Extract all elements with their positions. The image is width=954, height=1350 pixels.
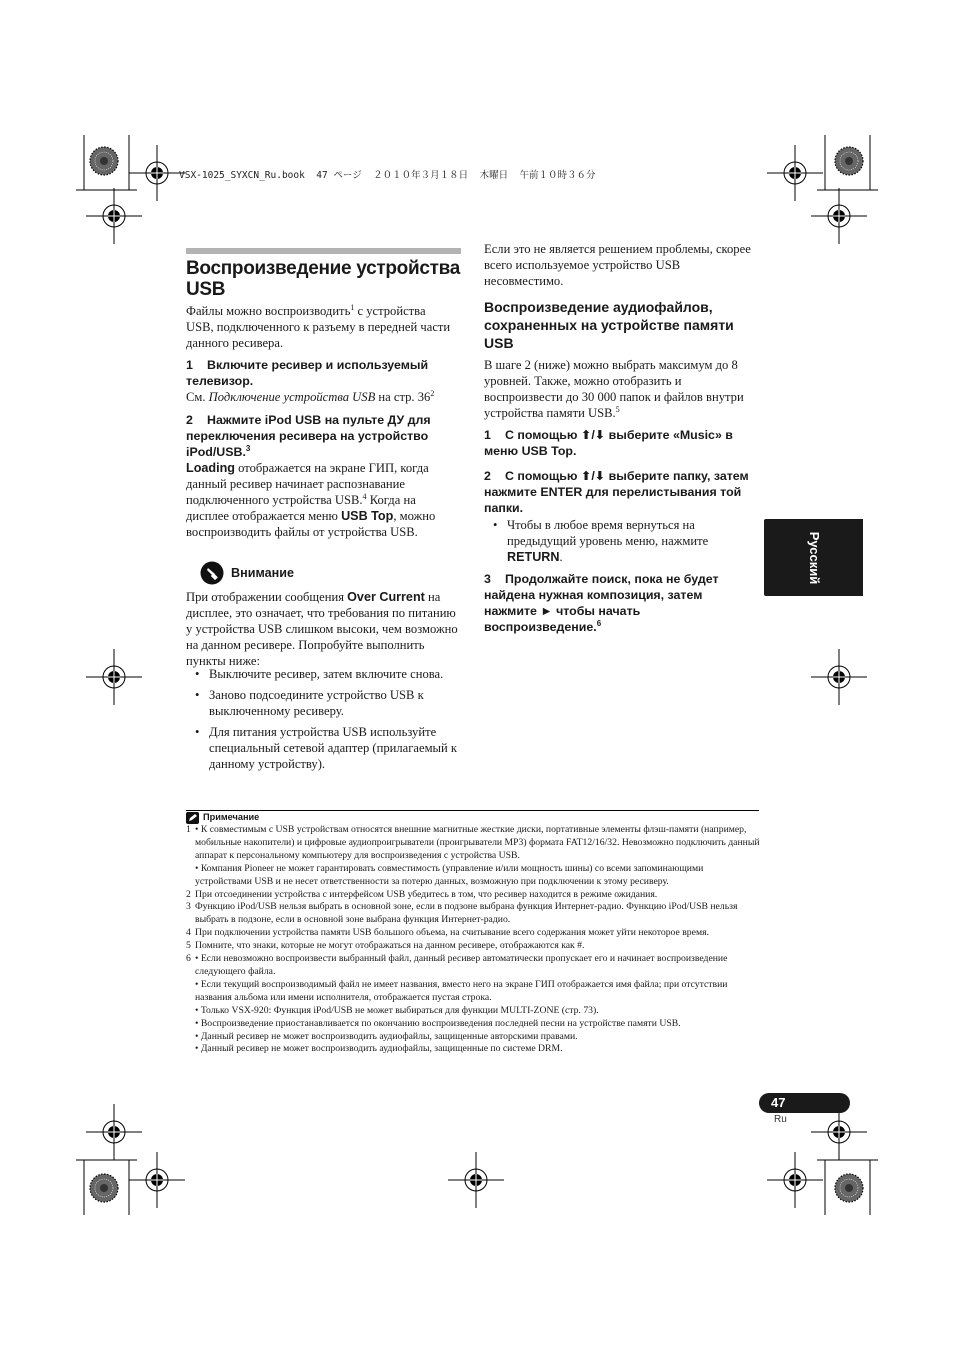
right-intro-paragraph: В шаге 2 (ниже) можно выбрать максимум до 8 уровней. Также, можно отобразить и воспроизвести до 30 000 папок и файлов внутри устройства памяти USB.$^5$ [484,358,744,420]
right-step-1-heading: 1 С помощью ⬆/⬇ выберите «Music» в меню USB Top. [484,428,733,458]
up-down-arrows-icon: ⬆/⬇ [580,428,606,442]
bullet-item: • Для питания устройства USB используйте специальный сетевой адаптер (прилагаемый к данному устройству). [186,724,461,772]
footnote-1: 1 • К совместимым с USB устройствам относятся внешние магнитные жесткие диски, портативные элементы флэш-памяти (например, мобильные накопители) и цифровые аудиопроигрыватели (проигрыватели MP3) формата FAT12/16/32. Невозможно подключить данный аппарат к персональному компьютеру для воспроизведения с устройства USB. • Компания Pioneer не может гарантировать совместимость (управление и/или мощность шины) со всеми запоминающими устройствами USB и не несет ответственности за потерю данных, возможную при подключении к этому ресиверу. [186,824,760,887]
caution-paragraph: При отображении сообщения Over Current на дисплее, это означает, что требования по питанию у устройства USB слишком высоки, чем возможно на данном ресивере. Попробуйте выполнить пункты ниже: [186,590,458,668]
usb-top-text: USB Top [341,509,394,523]
step-2-heading: 2 Нажмите iPod USB на пульте ДУ для переключения ресивера на устройство iPod/USB.$^3$ [186,413,431,459]
caution-label: Внимание [231,566,294,580]
right-step-2-bullets [484,517,734,565]
page-number: 47 [771,1095,786,1110]
footnote-ref-6: 6 [596,618,602,628]
step-1-heading: 1 Включите ресивер и используемый телевизор. [186,358,429,388]
right-step-2-heading: 2 С помощью ⬆/⬇ выберите папку, затем нажмите ENTER для перелистывания той папки. [484,469,749,515]
footnote-5: 5 Помните, что знаки, которые не могут отображаться на данном ресивере, отображаются как #. [186,940,585,952]
footnote-ref-4: 4 [362,491,367,501]
step-2-body: Loading отображается на экране ГИП, когда данный ресивер начинает распознавание подключенного устройства USB.$^4$ Когда на дисплее отображается меню USB Top, можно воспроизводить файлы от устройства USB. [186,461,436,539]
play-arrow-icon: ► [540,604,553,618]
footnotes-list [186,824,761,1056]
bullet-item: • Чтобы в любое время вернуться на предыдущий уровень меню, нажмите RETURN. [484,517,734,565]
bullet-item: • Заново подсоедините устройство USB к выключенному ресиверу. [186,687,461,719]
footnote-ref-3: 3 [245,443,251,453]
up-down-arrows-icon: ⬆/⬇ [580,469,606,483]
title-line-2: USB [186,279,226,300]
page-link-usb-connection[interactable]: Подключение устройства USB [208,390,376,404]
notes-label: Примечание [203,812,260,822]
caution-icon [200,561,224,585]
bullet-item: • Выключите ресивер, затем включите снова. [186,666,461,682]
caution-bullet-list [186,666,461,772]
intro-paragraph: Файлы можно воспроизводить$^1$ с устройства USB, подключенного к разъему в передней части данного ресивера. [186,302,451,350]
language-tab-label: Русский [807,531,822,585]
over-current-text: Over Current [347,590,425,604]
page-title [186,258,466,300]
loading-text: Loading [186,461,235,475]
footnote-ref-2: 2 [430,388,435,398]
right-step-3-heading: 3 Продолжайте поиск, пока не будет найдена нужная композиция, затем нажмите ► чтобы начать воспроизведение.$^6$ [484,572,719,634]
footnote-6: 6 • Если невозможно воспроизвести выбранный файл, данный ресивер автоматически пропускает его и начинает воспроизведение следующего файла. • Если текущий воспроизводимый файл не имеет названия, вместо него на экране ГИП отображается имя файла; при отсутствии названия альбома или имени исполнителя, отображается пустая строка. • Только VSX-920: Функция iPod/USB не может выбираться для функции MULTI-ZONE (стр. 73). • Воспроизведение приостанавливается по окончанию воспроизведения последней песни на устройстве памяти USB. • Данный ресивер не может воспроизводить аудиофайлы, защищенные авторскими правами. • Данный ресивер не может воспроизводить аудиофайлы, защищенные по системе DRM. [186,953,728,1055]
section-rule [186,248,461,254]
step-1-see-ref: См. Подключение устройства USB на стр. $36^2$ [186,388,435,404]
language-code: Ru [774,1114,787,1125]
footnote-2: 2 При отсоединении устройства с интерфейсом USB убедитесь в том, что ресивер находится в режиме ожидания. [186,888,658,900]
footnote-3: 3 Функцию iPod/USB нельзя выбрать в основной зоне, если в подзоне выбрана функция Интернет-радио. Функцию iPod/USB нельзя выбрать в подзоне, если в основной зоне выбрана функция Интернет-радио. [186,901,738,926]
section-subheading: Воспроизведение аудиофайлов, сохраненных на устройстве памяти USB [484,299,734,351]
page-number-badge [759,1093,850,1113]
notes-divider [186,810,759,811]
title-line-1: Воспроизведение устройства [186,258,461,279]
right-top-paragraph: Если это не является решением проблемы, скорее всего используемое устройство USB несовместимо. [484,242,751,288]
footnote-4: 4 При подключении устройства памяти USB большого объема, на считывание всего содержания может уйти некоторое время. [186,927,709,939]
footnote-ref-1: 1 [350,302,355,312]
print-header-info: VSX-1025_SYXCN_Ru.book 47 ページ ２０１０年３月１８日 木曜日 午前１０時３６分 [179,170,596,181]
note-icon [186,812,199,824]
return-button-label: RETURN [507,550,560,564]
footnote-ref-5: 5 [615,404,620,414]
